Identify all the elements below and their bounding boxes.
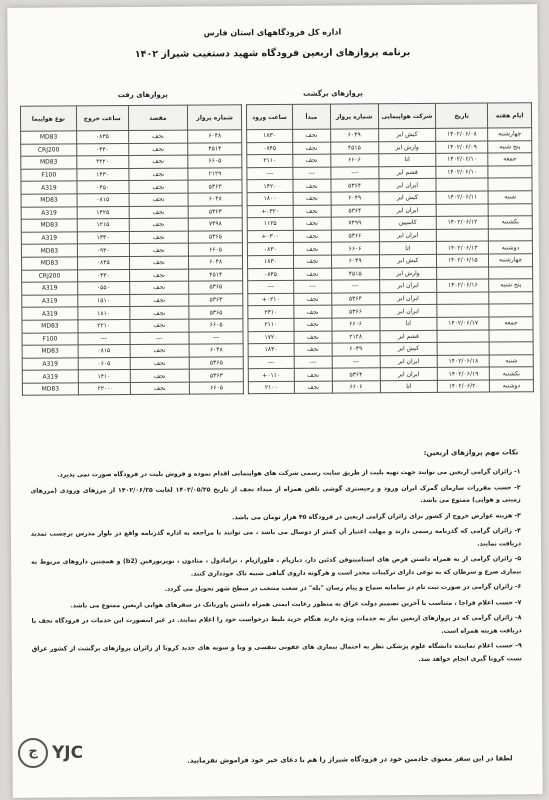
- table-cell: ۱۸۳۰: [248, 343, 294, 356]
- table-cell: ۶۰۴۸: [188, 193, 242, 206]
- table-cell: یکشنبه: [488, 216, 532, 229]
- table-cell: ۱۱۲۵: [247, 218, 293, 231]
- table-cell: نجف: [294, 381, 332, 394]
- table-cell: چهارشنبه: [489, 254, 533, 267]
- table-cell: [488, 203, 532, 216]
- table-row: [21, 256, 242, 270]
- table-cell: نجف: [293, 255, 331, 268]
- table-row: [21, 180, 242, 194]
- table-cell: A319: [22, 358, 78, 371]
- note-item: ۸- زائران گرامی که در پروازهای اربعین نیاز به خدمات ویژه دارند هنگام خرید بلیط درخواست خود را اعلام نمایند. در غیر اینصورت این خدمات در فرودگاه نجف با دریافت هزینه همراه است.: [31, 614, 522, 635]
- table-cell: ---: [294, 356, 332, 369]
- table-cell: نجف: [294, 331, 332, 344]
- table-cell: [436, 204, 488, 217]
- page-title: برنامه پروازهای اربعین فرودگاه شهید دستغیب شیراز ۱۴۰۲: [134, 47, 411, 60]
- table-cell: ایران ایر: [379, 292, 437, 305]
- table-cell: ۰۸۱۵: [77, 193, 129, 206]
- return-header: ایام هفته: [488, 103, 532, 128]
- table-row: [22, 356, 243, 370]
- table-cell: ۶۰۴۸: [189, 256, 243, 269]
- table-cell: MD83: [21, 257, 77, 270]
- table-cell: ۰۸۳۰: [247, 243, 293, 256]
- table-cell: ۶۶۰۶: [330, 154, 378, 167]
- table-cell: نجف: [129, 193, 189, 206]
- note-item: ۷- حسب اعلام فراجا ، متناسب با آخرین تصمیم دولت عراق به منظور رعایت ایمنی همراه داشتن پاوربانک در سفرهای هوایی اربعین ممنوع می باشد.: [70, 598, 522, 609]
- table-cell: ۱۴۱۰: [78, 370, 130, 383]
- table-cell: ---: [294, 280, 332, 293]
- table-cell: [489, 291, 533, 304]
- table-cell: جمعه: [488, 153, 532, 166]
- table-row: [21, 130, 242, 144]
- table-cell: نجف: [293, 142, 331, 155]
- table-cell: ایران ایر: [380, 368, 438, 381]
- table-row: [22, 369, 243, 383]
- table-cell: پنج شنبه: [488, 140, 532, 153]
- table-cell: شنبه: [489, 354, 533, 367]
- table-cell: ۱۴۳۰: [77, 168, 129, 181]
- table-cell: نجف: [129, 319, 189, 332]
- table-cell: کاسپین: [379, 217, 437, 230]
- table-cell: اتا: [380, 380, 438, 393]
- table-cell: ---: [331, 167, 379, 180]
- note-item: ۳- هزینه عوارض خروج از کشور برای زائران گرامی اربعین در فرودگاه ۴۵ هزار تومان می باشد.: [231, 511, 521, 521]
- depart-flights-table: [20, 104, 244, 396]
- table-cell: [436, 178, 488, 191]
- table-cell: ۰۴۳۰: [76, 143, 128, 156]
- table-cell: ۵۳۶۴: [331, 179, 379, 192]
- table-cell: کیش ایر: [378, 128, 436, 141]
- table-cell: ۰۸۴۵: [248, 268, 294, 281]
- table-cell: ۱۴۰۲/۰۶/۰۹: [436, 141, 488, 154]
- table-cell: MD83: [22, 345, 78, 358]
- table-row: [21, 230, 242, 244]
- table-cell: قشم ایر: [378, 166, 436, 179]
- table-cell: MD83: [21, 194, 77, 207]
- document-page: [7, 4, 543, 798]
- table-cell: MD83: [21, 244, 77, 257]
- table-cell: ۱۴۰۲/۰۶/۲۰: [438, 380, 490, 393]
- table-cell: ۵۳۶۴: [331, 204, 379, 217]
- table-cell: نجف: [128, 168, 188, 181]
- return-header: ساعت ورود: [246, 104, 292, 129]
- table-cell: ۵۳۶۶: [331, 230, 379, 243]
- table-cell: نجف: [129, 256, 189, 269]
- depart-flights-label: پروازهای رفت: [117, 90, 168, 100]
- table-cell: ۰۳۲۰+: [247, 205, 293, 218]
- table-cell: ۰۶۰۵: [78, 357, 130, 370]
- table-cell: ۰۱۱۰+: [248, 369, 294, 382]
- table-cell: قشم ایر: [380, 330, 438, 343]
- notes-list: [30, 466, 521, 671]
- table-cell: F100: [21, 169, 77, 182]
- table-cell: [488, 228, 532, 241]
- table-cell: MD83: [21, 219, 77, 232]
- table-cell: نجف: [129, 306, 189, 319]
- table-cell: ---: [331, 280, 379, 293]
- return-header: تاریخ: [436, 103, 488, 128]
- closing-text: لطفا در این سفر معنوی خادمین خود در فرودگاه شیراز را هم با دعای خیر خود فراموش نفرمایید.: [187, 754, 513, 765]
- table-cell: A319: [22, 370, 78, 383]
- table-cell: ۱۴۰۲/۰۶/۱۲: [437, 216, 489, 229]
- table-cell: ۱۸۳۰: [247, 255, 293, 268]
- table-row: [22, 319, 243, 333]
- table-cell: [489, 304, 533, 317]
- table-row: [22, 306, 243, 320]
- table-row: [21, 142, 242, 156]
- table-cell: ۵۳۶۳: [189, 293, 243, 306]
- table-cell: ۵۳۶۵: [189, 306, 243, 319]
- table-cell: ۱۴۰۲/۰۶/۰۸: [436, 128, 488, 141]
- depart-header: ساعت خروج: [76, 106, 128, 131]
- table-cell: [437, 229, 489, 242]
- table-cell: ---: [248, 356, 294, 369]
- org-name: اداره کل فرودگاههای استان فارس: [203, 27, 342, 38]
- table-cell: نجف: [129, 294, 189, 307]
- table-cell: ۰۸۴۵: [247, 142, 293, 155]
- table-cell: ۵۳۶۳: [190, 369, 244, 382]
- table-cell: A319: [22, 307, 78, 320]
- table-cell: ۶۰۴۹: [331, 255, 379, 268]
- table-cell: ۲۱۰۰: [248, 381, 294, 394]
- table-cell: ۶۶۰۵: [189, 319, 243, 332]
- table-cell: نجف: [129, 231, 189, 244]
- table-row: [21, 168, 242, 182]
- note-item: ۶- زائران گرامی در صورت ثبت نام در سامانه سماح و پیام رسان "بله" در شعب منتخب در سطح شهر تحویل می گردد.: [164, 583, 522, 593]
- table-cell: ۱۳۳۰: [77, 231, 129, 244]
- table-cell: ۰۸۱۵: [78, 345, 130, 358]
- table-cell: ۶۶۰۶: [332, 381, 380, 394]
- table-cell: یکشنبه: [489, 367, 533, 380]
- table-cell: ۱۴۰۲/۰۶/۱۷: [437, 317, 489, 330]
- table-cell: ۰۵۵۰: [77, 282, 129, 295]
- return-flights-table: [246, 102, 534, 394]
- table-cell: F100: [22, 332, 78, 345]
- table-cell: ۱۴۰۲/۰۶/۱۶: [437, 279, 489, 292]
- table-cell: MD83: [22, 320, 78, 333]
- table-cell: نجف: [293, 205, 331, 218]
- table-cell: نجف: [130, 382, 190, 395]
- table-cell: [488, 178, 532, 191]
- table-cell: [437, 342, 489, 355]
- table-cell: ۱۸۰۰: [247, 192, 293, 205]
- table-cell: ۲۱۱۰: [247, 155, 293, 168]
- table-row: [248, 380, 533, 395]
- table-cell: A319: [21, 206, 77, 219]
- table-cell: ۱۴۰۲/۰۶/۱۱: [436, 191, 488, 204]
- table-cell: ۵۳۶۵: [189, 281, 243, 294]
- table-cell: دوشنبه: [489, 241, 533, 254]
- note-item: ۱- زائران گرامی اربعین می توانند جهت تهیه بلیت از طریق سایت رسمی شرکت های هواپیمایی اقدام نموده و فروش بلیت در فرودگاه صورت نمی پذیرد.: [57, 468, 521, 479]
- table-cell: اتا: [378, 154, 436, 167]
- table-row: [22, 281, 243, 295]
- return-header: شرکت هواپیمایی: [378, 103, 436, 128]
- table-cell: ---: [130, 332, 190, 345]
- table-cell: ۰۴۳۰: [77, 269, 129, 282]
- table-cell: ۶۶۰۵: [188, 155, 242, 168]
- table-cell: MD83: [21, 156, 77, 169]
- table-cell: ۵۳۶۳: [188, 205, 242, 218]
- table-row: [22, 344, 243, 358]
- note-item: ۹- حسب اعلام نماینده دانشگاه علوم پزشکی نظر به احتمال بیماری های عفونی تنفسی و وبا و سویه های جدید کرونا از زائران پروازهای برگشت از کشور عراق تست کرونا گیری انجام خواهد شد.: [31, 642, 522, 663]
- yjc-logo-icon: ج: [18, 738, 48, 768]
- table-cell: ---: [189, 331, 243, 344]
- table-cell: ۶۶۰۶: [331, 242, 379, 255]
- table-cell: ۱۵۱۰: [78, 294, 130, 307]
- table-cell: نجف: [294, 305, 332, 318]
- table-cell: ---: [293, 167, 331, 180]
- table-row: [22, 293, 243, 307]
- table-cell: نجف: [129, 218, 189, 231]
- table-cell: ---: [247, 167, 293, 180]
- note-item: ۴- زائران گرامی که گذرنامه رسمی دارند و مهلت اعتبار آن کمتر از دوسال می باشد ، می توانند با مراجعه به اداره گذرنامه واقع در بلوار مدرس برچسب تمدید دریافت نمایند.: [30, 527, 522, 548]
- table-cell: نجف: [128, 130, 188, 143]
- table-row: [21, 155, 242, 169]
- table-cell: نجف: [293, 230, 331, 243]
- table-cell: [489, 266, 533, 279]
- table-cell: ۶۶۰۵: [190, 382, 244, 395]
- table-cell: ایران ایر: [379, 305, 437, 318]
- notes-title: نکات مهم پروازهای اربعین:: [423, 448, 519, 457]
- table-cell: نجف: [293, 192, 331, 205]
- table-cell: ۱۴۰۲/۰۶/۱۹: [438, 367, 490, 380]
- table-cell: نجف: [130, 344, 190, 357]
- table-cell: CRJ200: [21, 143, 77, 156]
- table-cell: [437, 330, 489, 343]
- table-cell: [489, 342, 533, 355]
- table-cell: ایران ایر: [378, 179, 436, 192]
- table-cell: نجف: [293, 154, 331, 167]
- table-cell: ۰۸۳۵: [76, 131, 128, 144]
- table-cell: نجف: [293, 179, 331, 192]
- table-cell: ---: [78, 332, 130, 345]
- table-cell: نجف: [129, 243, 189, 256]
- table-cell: ۵۳۶۶: [332, 305, 380, 318]
- table-cell: ۲۳۱۰: [248, 306, 294, 319]
- table-cell: ۱۴۰۲/۰۶/۱۰: [436, 153, 488, 166]
- table-cell: A319: [22, 282, 78, 295]
- table-cell: [488, 165, 532, 178]
- table-cell: [489, 329, 533, 342]
- table-cell: ۲۱۱۰: [248, 318, 294, 331]
- table-cell: A319: [22, 295, 78, 308]
- table-cell: [437, 304, 489, 317]
- table-cell: نجف: [128, 143, 188, 156]
- table-cell: شنبه: [488, 191, 532, 204]
- table-cell: اتا: [379, 317, 437, 330]
- table-cell: ۰۸۴۵: [77, 256, 129, 269]
- table-cell: نجف: [294, 293, 332, 306]
- table-cell: ۱۸۳۰: [247, 129, 293, 142]
- table-cell: نجف: [293, 242, 331, 255]
- table-cell: ۱۴۲۰: [247, 180, 293, 193]
- depart-header: شماره پرواز: [188, 105, 242, 130]
- table-cell: نجف: [292, 129, 330, 142]
- table-cell: ۴۵۱۵: [330, 141, 378, 154]
- table-cell: ۱۷۲۰: [248, 331, 294, 344]
- note-item: ۵- زائران گرامی از به همراه داشتن قرص های استامینوفن کدئین دار، دیازپام ، فلورازپام ، ترامادول ، متادون ، نوپرنورفین (b2) و همچنین داروهای مربوط به بیماری صرع و سرطان که به نوعی دارای ترکیبات مخدر است و هرگونه داروی گیاهی شبیه ناک خودداری کنند.: [31, 555, 522, 578]
- table-cell: پنج شنبه: [489, 279, 533, 292]
- table-cell: ۵۳۶۴: [332, 368, 380, 381]
- table-cell: ۱۴۰۲/۰۶/۱۳: [437, 241, 489, 254]
- table-row: [22, 268, 243, 282]
- table-row: [22, 382, 243, 396]
- table-cell: کیش ایر: [380, 342, 438, 355]
- table-row: [21, 205, 242, 219]
- yjc-logo: [18, 738, 83, 768]
- table-cell: ۱۴۲۵: [77, 206, 129, 219]
- return-header: مبدأ: [292, 104, 330, 129]
- table-row: [21, 243, 242, 257]
- table-cell: MD83: [22, 383, 78, 396]
- table-cell: ۶۶۰۵: [189, 243, 243, 256]
- table-cell: ۴۵۱۵: [331, 267, 379, 280]
- yjc-watermark-text: YJC: [52, 743, 84, 763]
- table-cell: کیش ایر: [379, 191, 437, 204]
- table-cell: چهارشنبه: [488, 128, 532, 141]
- depart-header: مقصد: [128, 105, 188, 130]
- table-cell: ۶۰۴۸: [189, 344, 243, 357]
- table-row: [21, 193, 242, 207]
- table-cell: A319: [21, 181, 77, 194]
- table-cell: ایران ایر: [380, 355, 438, 368]
- table-cell: A319: [21, 232, 77, 245]
- table-cell: دوشنبه: [489, 380, 533, 393]
- table-cell: ۶۰۴۹: [331, 192, 379, 205]
- table-cell: نجف: [129, 206, 189, 219]
- table-cell: ۰۳۰۰+: [247, 230, 293, 243]
- table-row: [21, 218, 242, 232]
- table-cell: ۲۲۲۰: [77, 156, 129, 169]
- table-cell: [437, 292, 489, 305]
- table-cell: ۶۶۰۶: [332, 318, 380, 331]
- table-cell: ۵۳۶۵: [189, 356, 243, 369]
- table-cell: ۰۲۱۰+: [248, 293, 294, 306]
- table-cell: جمعه: [489, 317, 533, 330]
- table-cell: ایران ایر: [379, 229, 437, 242]
- table-cell: نجف: [129, 281, 189, 294]
- table-cell: وارش ایر: [379, 267, 437, 280]
- depart-header: نوع هواپیما: [20, 106, 76, 131]
- table-cell: ۵۳۶۴: [331, 292, 379, 305]
- table-cell: ۲۱۲۸: [332, 330, 380, 343]
- table-cell: ---: [248, 280, 294, 293]
- table-cell: ۲۲۰۰: [78, 382, 130, 395]
- table-cell: ۴۵۱۴: [188, 142, 242, 155]
- table-cell: ۱۴۰۲/۰۶/۱۵: [437, 254, 489, 267]
- table-cell: کیش ایر: [379, 254, 437, 267]
- table-cell: نجف: [129, 180, 189, 193]
- table-cell: وارش ایر: [378, 141, 436, 154]
- return-flights-label: پروازهای برگشت: [303, 89, 363, 98]
- table-cell: CRJ200: [22, 269, 78, 282]
- return-header: شماره پرواز: [330, 104, 378, 129]
- note-item: ۲- حسب مقررات سازمان گمرک ایران ورود و رجیستری گوشی تلفن همراه از مبداء نجف از تاریخ ۱۴۰۲/۰۵/۲۵ لغایت ۱۴۰۲/۰۶/۲۵ از مرزهای ورودی (مرزهای زمینی و هوایی) ممنوع می باشد.: [30, 483, 521, 504]
- table-cell: ۴۵۱۴: [189, 268, 243, 281]
- table-cell: ۱۴۰۲/۰۶/۱۰: [436, 166, 488, 179]
- table-cell: نجف: [293, 217, 331, 230]
- table-cell: ۲۲۱۰: [78, 319, 130, 332]
- table-cell: نجف: [130, 369, 190, 382]
- table-cell: ۶۰۴۹: [330, 129, 378, 142]
- table-cell: ---: [332, 355, 380, 368]
- table-cell: اتا: [379, 242, 437, 255]
- table-cell: نجف: [293, 268, 331, 281]
- table-cell: ۲۱۲۹: [188, 168, 242, 181]
- table-cell: نجف: [130, 357, 190, 370]
- table-cell: ۵۳۶۵: [189, 230, 243, 243]
- table-cell: ۷۴۹۸: [188, 218, 242, 231]
- table-cell: نجف: [294, 343, 332, 356]
- table-cell: MD83: [21, 131, 77, 144]
- table-cell: ۶۰۴۹: [332, 343, 380, 356]
- table-cell: ۱۸۱۰: [78, 307, 130, 320]
- table-cell: ۷۴۹۹: [331, 217, 379, 230]
- table-cell: نجف: [294, 318, 332, 331]
- table-cell: ۱۴۰۲/۰۶/۱۸: [437, 355, 489, 368]
- table-cell: ۵۳۶۳: [188, 180, 242, 193]
- table-cell: ایران ایر: [379, 279, 437, 292]
- table-cell: ۱۲۱۵: [77, 219, 129, 232]
- table-cell: ایران ایر: [379, 204, 437, 217]
- table-cell: [437, 267, 489, 280]
- table-cell: ۶۰۴۸: [188, 130, 242, 143]
- table-cell: نجف: [294, 368, 332, 381]
- table-cell: نجف: [128, 155, 188, 168]
- table-cell: نجف: [129, 269, 189, 282]
- table-cell: ۰۴۵۰: [77, 181, 129, 194]
- table-cell: ۰۹۳۰: [77, 244, 129, 257]
